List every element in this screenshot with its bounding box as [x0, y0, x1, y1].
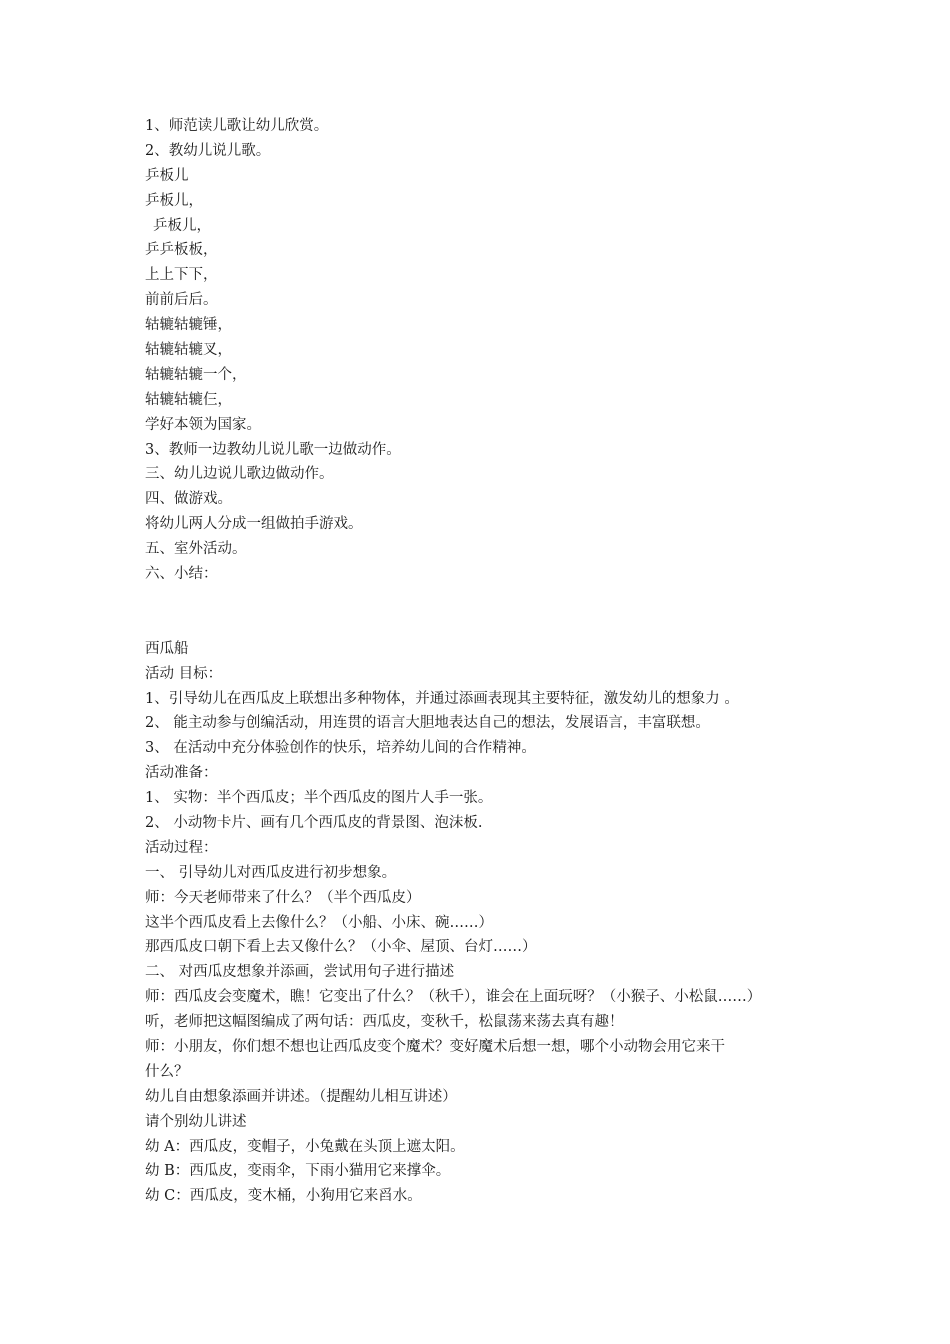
text-line: 上上下下， [145, 267, 218, 284]
text-line: 这半个西瓜皮看上去像什么？（小船、小床、碗……） [145, 914, 493, 931]
text-line: 师：西瓜皮会变魔术，瞧！它变出了什么？（秋千），谁会在上面玩呀？（小猴子、小松鼠……） [145, 989, 762, 1006]
text-line: 什么？ [145, 1063, 189, 1080]
section-gap [145, 587, 835, 637]
text-line: 听，老师把这幅图编成了两句话：西瓜皮，变秋千，松鼠荡来荡去真有趣！ [145, 1014, 624, 1031]
text-line: 六、小结： [145, 566, 218, 583]
text-line: 幼 A：西瓜皮，变帽子，小兔戴在头顶上遮太阳。 [145, 1138, 465, 1155]
text-line: 2、 能主动参与创编活动，用连贯的语言大胆地表达自己的想法，发展语言，丰富联想。 [145, 715, 710, 732]
text-line: 二、 对西瓜皮想象并添画，尝试用句子进行描述 [145, 964, 455, 981]
text-line: 将幼儿两人分成一组做拍手游戏。 [145, 516, 363, 533]
text-line: 四、做游戏。 [145, 491, 232, 508]
text-line: 师：小朋友，你们想不想也让西瓜皮变个魔术？变好魔术后想一想，哪个小动物会用它来干 [145, 1038, 725, 1055]
text-line: 活动过程： [145, 839, 218, 856]
text-line: 三、幼儿边说儿歌边做动作。 [145, 466, 334, 483]
text-line: 师：今天老师带来了什么？（半个西瓜皮） [145, 889, 421, 906]
text-line: 五、室外活动。 [145, 541, 247, 558]
text-line: 西瓜船 [145, 640, 189, 657]
text-line: 乒乒板板， [145, 242, 218, 259]
text-line: 3、 在活动中充分体验创作的快乐，培养幼儿间的合作精神。 [145, 740, 536, 757]
text-line: 一、 引导幼儿对西瓜皮进行初步想象。 [145, 864, 397, 881]
text-line: 前前后后。 [145, 292, 218, 309]
text-line: 轱辘轱辘锤， [145, 317, 232, 334]
text-line: 幼 B：西瓜皮，变雨伞，下雨小猫用它来撑伞。 [145, 1163, 451, 1180]
text-line: 轱辘轱辘一个， [145, 366, 247, 383]
document-body [145, 114, 835, 1209]
text-line: 活动准备： [145, 765, 218, 782]
text-line: 幼儿自由想象添画并讲述。（提醒幼儿相互讲述） [145, 1088, 457, 1105]
text-line: 2、教幼儿说儿歌。 [145, 142, 271, 159]
text-line: 轱辘轱辘叉， [145, 342, 232, 359]
text-line: 3、教师一边教幼儿说儿歌一边做动作。 [145, 441, 401, 458]
text-line: 学好本领为国家。 [145, 416, 261, 433]
text-line: 2、 小动物卡片、画有几个西瓜皮的背景图、泡沫板. [145, 814, 483, 831]
text-line: 1、师范读儿歌让幼儿欣赏。 [145, 118, 329, 134]
text-line: 1、 实物：半个西瓜皮；半个西瓜皮的图片人手一张。 [145, 790, 493, 807]
text-line: 1、引导幼儿在西瓜皮上联想出多种物体，并通过添画表现其主要特征，激发幼儿的想象力 。 [145, 690, 739, 707]
text-line: 活动 目标： [145, 665, 223, 682]
text-line: 乒板儿， [145, 192, 203, 209]
text-line: 那西瓜皮口朝下看上去又像什么？（小伞、屋顶、台灯……） [145, 939, 537, 956]
section-watermelon-boat [145, 637, 835, 1209]
text-line: 请个别幼儿讲述 [145, 1113, 247, 1130]
text-line: 幼 C：西瓜皮，变木桶，小狗用它来舀水。 [145, 1188, 422, 1205]
section-nursery-rhyme [145, 114, 835, 587]
text-line: 乒板儿， [153, 217, 211, 234]
text-line: 轱辘轱辘仨， [145, 391, 232, 408]
text-line: 乒板儿 [145, 167, 189, 184]
